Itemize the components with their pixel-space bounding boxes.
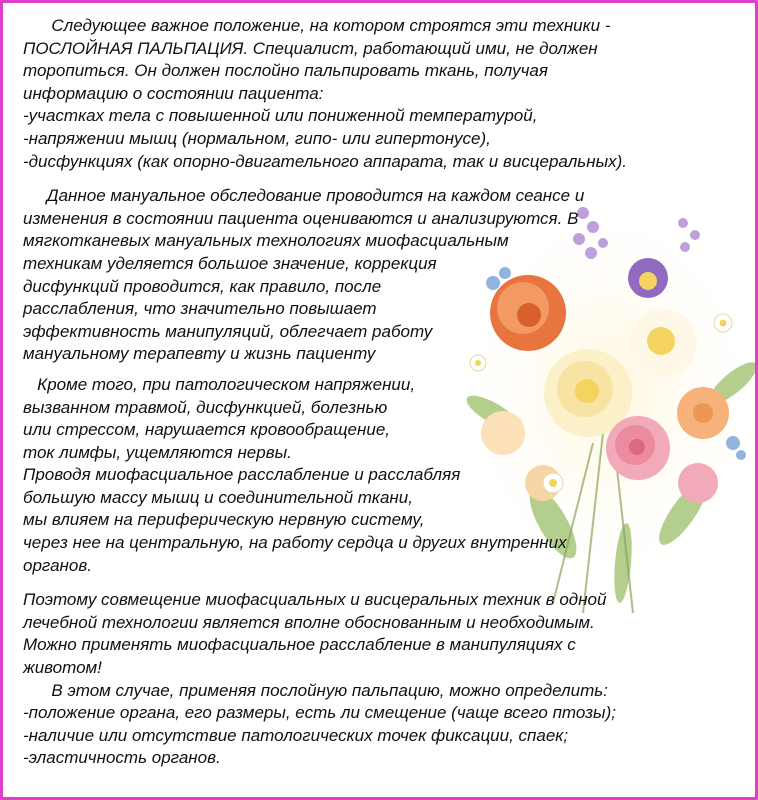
- text-line: вызванном травмой, дисфункцией, болезнью: [23, 397, 388, 417]
- text-line: лечебной технологии является вполне обоснованным и необходимым.: [23, 612, 595, 632]
- text-line: эффективность манипуляций, облегчает работу: [23, 321, 433, 341]
- text-line: Кроме того, при патологическом напряжении,: [23, 374, 416, 394]
- text-line: В этом случае, применяя послойную пальпацию, можно определить:: [23, 680, 608, 700]
- text-line: расслабления, что значительно повышает: [23, 299, 377, 319]
- text-line: ПОСЛОЙНАЯ ПАЛЬПАЦИЯ. Специалист, работающий ими, не должен: [23, 38, 598, 58]
- text-line: торопиться. Он должен послойно пальпировать ткань, получая: [23, 61, 548, 81]
- text-line: животом!: [23, 658, 102, 678]
- text-line: через нее на центральную, на работу сердца и других внутренних: [23, 533, 567, 553]
- text-line: мы влияем на периферическую нервную систему,: [23, 510, 425, 530]
- paragraph-5: [23, 680, 755, 770]
- article-text: [3, 3, 755, 770]
- text-line: -положение органа, его размеры, есть ли смещение (чаще всего птозы);: [23, 703, 616, 723]
- text-line: -напряжении мышц (нормальном, гипо- или гипертонусе),: [23, 128, 491, 148]
- text-line: или стрессом, нарушается кровообращение,: [23, 420, 390, 440]
- text-line: органов.: [23, 555, 92, 575]
- text-line: изменения в состоянии пациента оцениваются и анализируются. В: [23, 208, 579, 228]
- paragraph-1: [23, 15, 755, 173]
- text-line: мягкотканевых мануальных технологиях миофасциальным: [23, 231, 509, 251]
- paragraph-3: [23, 374, 755, 577]
- text-line: -дисфункциях (как опорно-двигательного аппарата, так и висцеральных).: [23, 151, 627, 171]
- text-line: -эластичность органов.: [23, 748, 221, 768]
- paragraph-2: [23, 185, 755, 366]
- text-line: мануальному терапевту и жизнь пациенту: [23, 344, 376, 364]
- text-line: Данное мануальное обследование проводится на каждом сеансе и: [23, 186, 585, 206]
- text-line: -наличие или отсутствие патологических точек фиксации, спаек;: [23, 725, 569, 745]
- text-line: ток лимфы, ущемляются нервы.: [23, 442, 292, 462]
- text-line: дисфункций проводится, как правило, после: [23, 276, 382, 296]
- text-line: большую массу мышц и соединительной ткани,: [23, 487, 413, 507]
- text-line: техникам уделяется большое значение, коррекция: [23, 253, 437, 273]
- text-line: Проводя миофасциальное расслабление и расслабляя: [23, 465, 461, 485]
- text-line: Поэтому совмещение миофасциальных и висцеральных техник в одной: [23, 590, 607, 610]
- text-line: Следующее важное положение, на котором строятся эти техники -: [23, 16, 611, 35]
- text-line: информацию о состоянии пациента:: [23, 83, 324, 103]
- text-line: -участках тела с повышенной или пониженной температурой,: [23, 106, 538, 126]
- paragraph-4: [23, 589, 755, 679]
- text-line: Можно применять миофасциальное расслабление в манипуляциях с: [23, 635, 576, 655]
